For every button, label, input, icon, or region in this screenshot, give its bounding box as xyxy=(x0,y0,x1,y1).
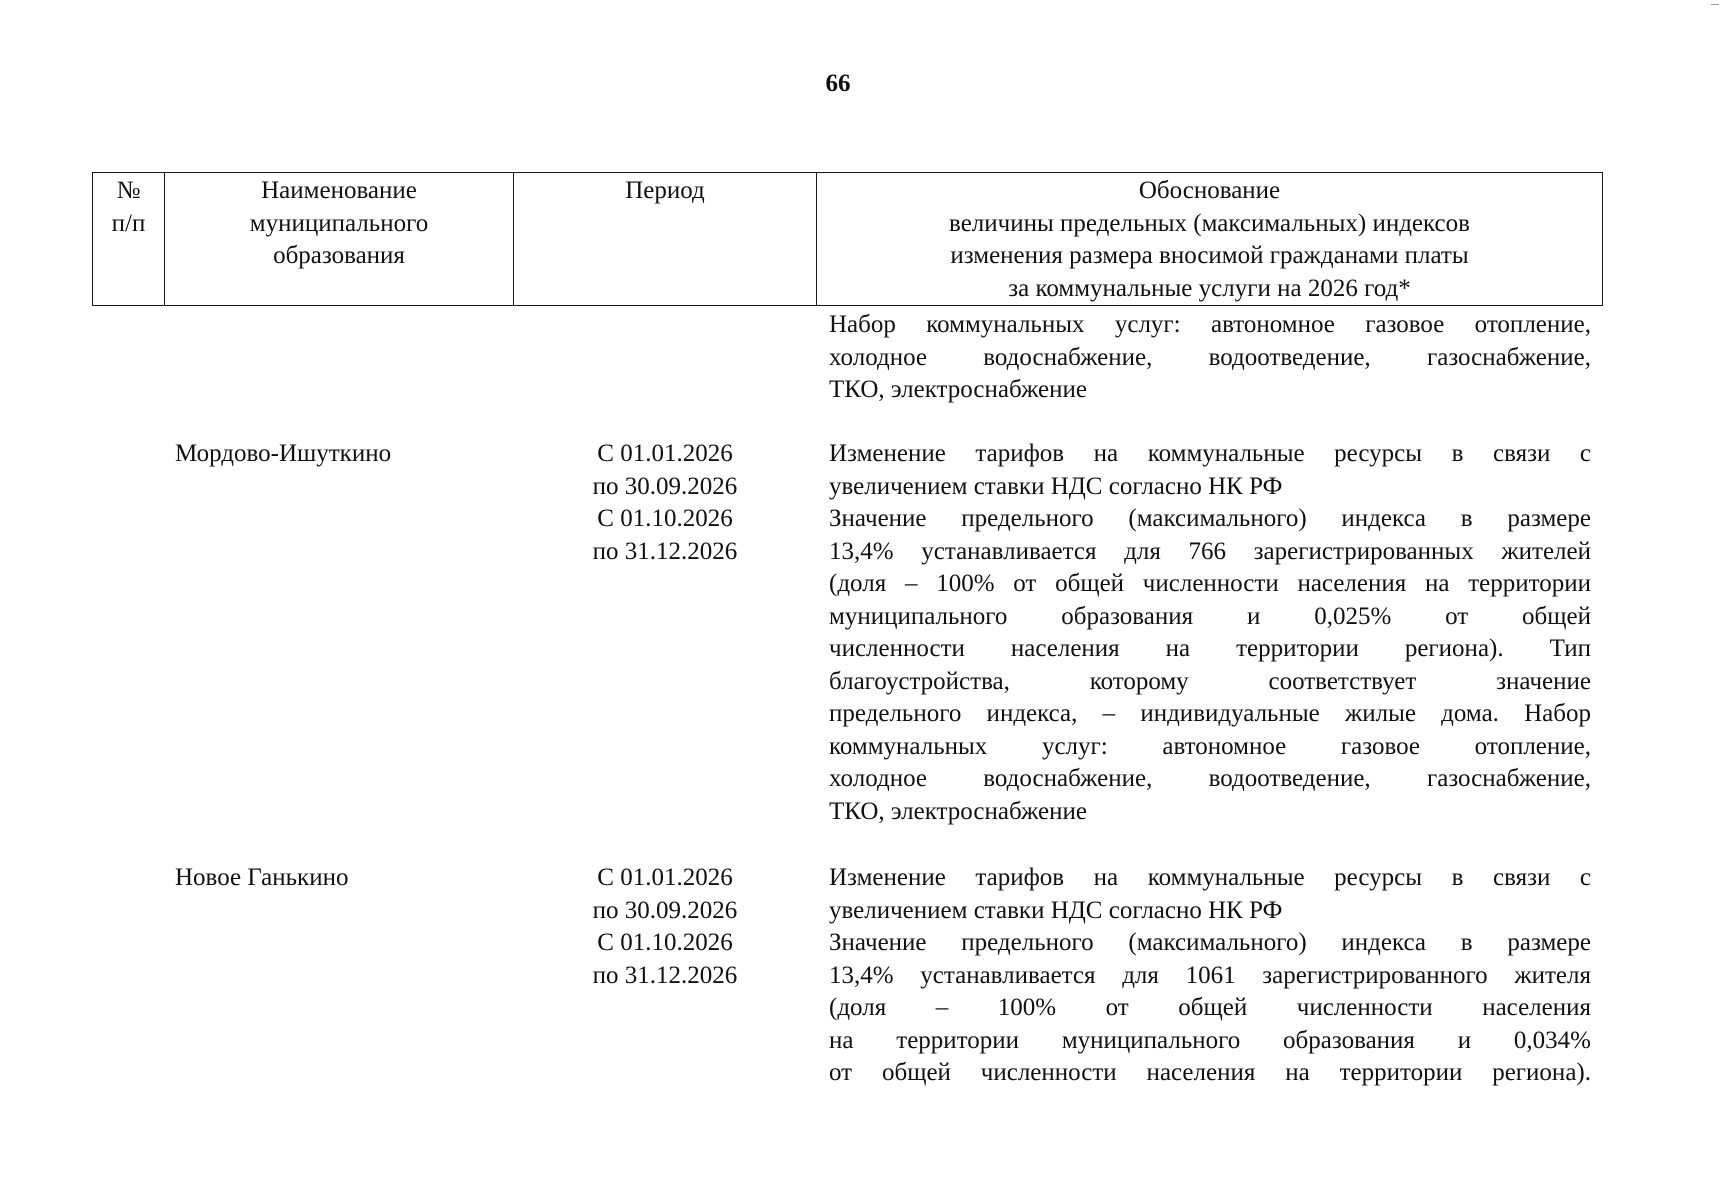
basis-line: Значение предельного (максимального) индекса в размере xyxy=(829,505,1591,532)
basis-cell xyxy=(829,438,1591,828)
basis-cell xyxy=(829,862,1591,1090)
basis-line: 13,4% устанавливается для 766 зарегистрированных жителей xyxy=(829,537,1591,565)
basis-line: от общей численности населения на территории региона). xyxy=(829,1059,1591,1086)
basis-line: муниципального образования и 0,025% от общей xyxy=(829,602,1591,630)
header-number-column: № п/п xyxy=(93,173,165,306)
header-basis-column: Обоснование величины предельных (максимальных) индексов изменения размера вносимой гражданами платы за коммунальные услуги на 2026 год* xyxy=(817,173,1603,306)
municipality-name: Мордово-Ишуткино xyxy=(175,440,392,467)
basis-line: Значение предельного (максимального) индекса в размере xyxy=(829,929,1591,956)
basis-line: увеличением ставки НДС согласно НК РФ xyxy=(829,472,1283,500)
period-line: С 01.10.2026 xyxy=(597,929,733,956)
basis-line: на территории муниципального образования и 0,034% xyxy=(829,1026,1591,1054)
period-cell xyxy=(560,862,770,992)
header-period-column: Период xyxy=(514,173,817,306)
basis-line: ТКО, электроснабжение xyxy=(829,376,1087,403)
period-line: по 30.09.2026 xyxy=(592,472,738,500)
table-header-row xyxy=(93,173,1603,306)
basis-line: Изменение тарифов на коммунальные ресурсы в связи с xyxy=(829,864,1591,891)
basis-line: предельного индекса, – индивидуальные жилые дома. Набор xyxy=(829,700,1591,727)
basis-line: холодное водоснабжение, водоотведение, газоснабжение, xyxy=(829,765,1591,792)
header-municipality-column: Наименование муниципального образования xyxy=(165,173,514,306)
page-corner-mark xyxy=(1711,0,1719,5)
period-line: по 31.12.2026 xyxy=(592,537,738,565)
period-line: С 01.01.2026 xyxy=(597,440,733,467)
period-line: по 31.12.2026 xyxy=(592,961,738,989)
continuation-basis xyxy=(829,309,1591,407)
basis-line: 13,4% устанавливается для 1061 зарегистрированного жителя xyxy=(829,961,1591,989)
page-number: 66 xyxy=(825,70,851,97)
basis-line: (доля – 100% от общей численности населения на территории xyxy=(829,570,1591,597)
basis-line: численности населения на территории региона). Тип xyxy=(829,635,1591,662)
municipality-name: Новое Ганькино xyxy=(175,864,349,891)
basis-line: коммунальных услуг: автономное газовое отопление, xyxy=(829,732,1591,760)
basis-line: увеличением ставки НДС согласно НК РФ xyxy=(829,896,1283,924)
basis-line: Изменение тарифов на коммунальные ресурсы в связи с xyxy=(829,440,1591,467)
basis-line: Набор коммунальных услуг: автономное газовое отопление, xyxy=(829,311,1591,338)
period-cell xyxy=(560,438,770,568)
period-line: по 30.09.2026 xyxy=(592,896,738,924)
period-line: С 01.01.2026 xyxy=(597,864,733,891)
table-header xyxy=(92,172,1603,306)
basis-line: (доля – 100% от общей численности населения xyxy=(829,994,1591,1021)
basis-line: ТКО, электроснабжение xyxy=(829,797,1087,825)
period-line: С 01.10.2026 xyxy=(597,505,733,532)
basis-line: холодное водоснабжение, водоотведение, газоснабжение, xyxy=(829,343,1591,371)
basis-line: благоустройства, которому соответствует значение xyxy=(829,667,1591,695)
